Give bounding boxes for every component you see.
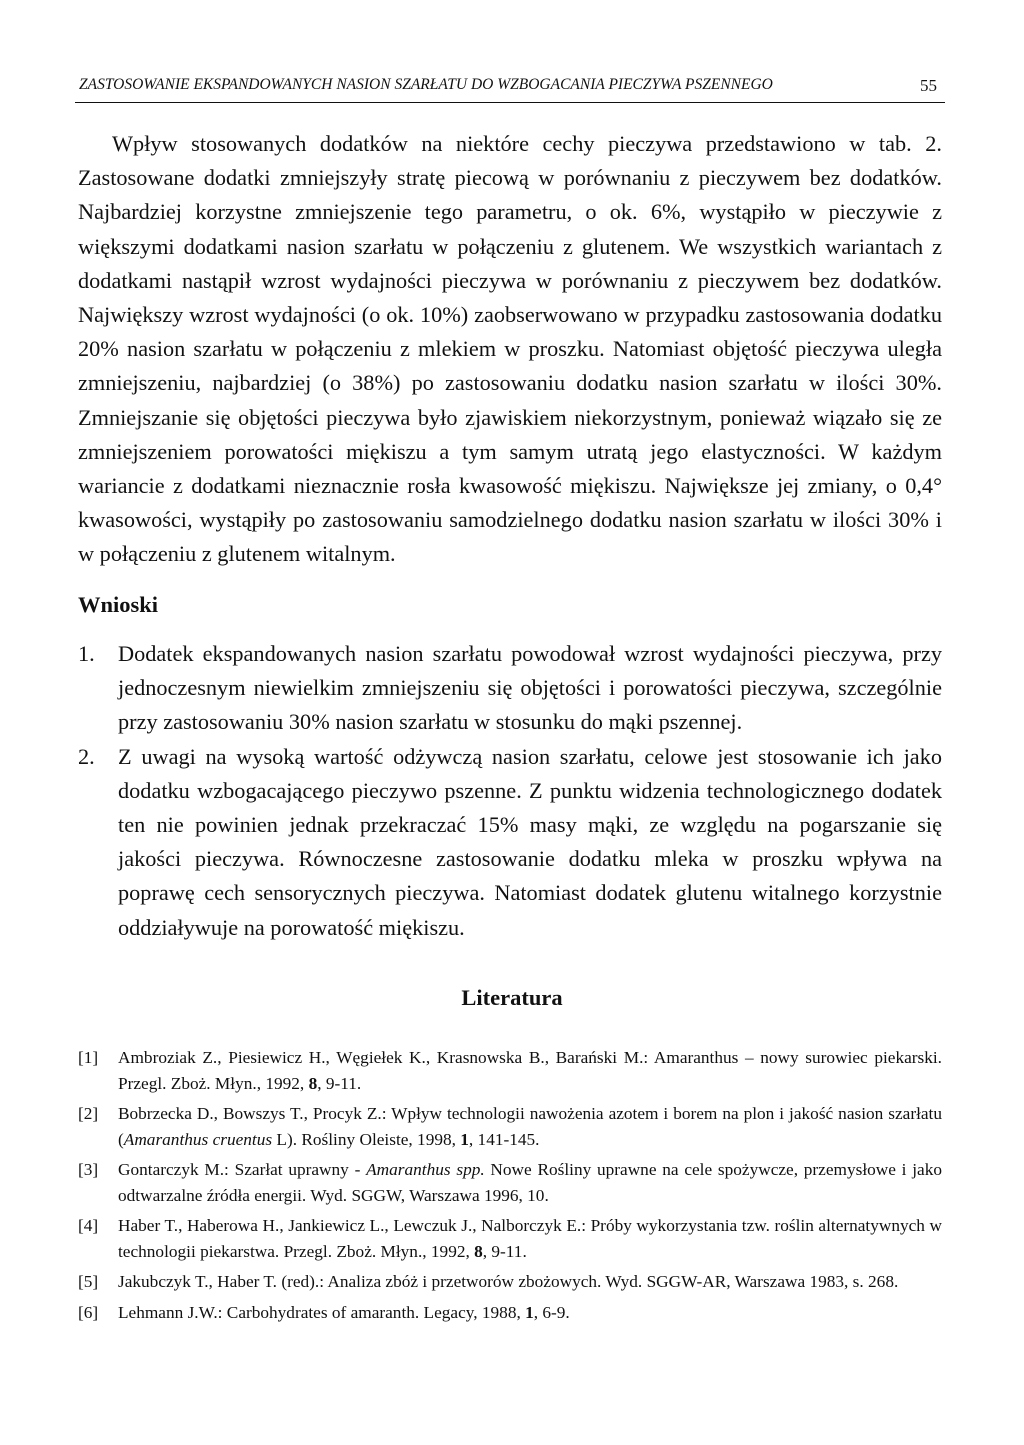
reference-volume: 1 <box>525 1302 534 1322</box>
reference-text: Gontarczyk M.: Szarłat uprawny - <box>118 1160 367 1179</box>
reference-text: Ambroziak Z., Piesiewicz H., Węgiełek K., Krasnowska B., Barański M.: Amaranthus – nowy surowiec piekarski. Przegl. Zboż. Młyn., 1992, <box>118 1048 942 1093</box>
body-section <box>78 127 942 572</box>
reference-text: Lehmann J.W.: Carbohydrates of amaranth. Legacy, 1988, <box>118 1302 526 1322</box>
reference-volume: 1 <box>460 1129 469 1149</box>
reference-pages: , 9-11. <box>317 1073 362 1093</box>
reference-number: [3] <box>78 1160 99 1179</box>
reference-text: Bobrzecka D., Bowszys T., Procyk Z.: Wpływ technologii nawożenia azotem i borem na plon i jakość nasion szarłatu ( <box>118 1104 942 1149</box>
reference-pages: , 141-145. <box>468 1129 540 1149</box>
reference-text: Haber T., Haberowa H., Jankiewicz L., Lewczuk J., Nalborczyk E.: Próby wykorzystania tzw. roślin alternatywnych w technologii piekarstwa. Przegl. Zboż. Młyn., 1992, <box>118 1216 942 1261</box>
literature-heading: Literatura <box>461 985 563 1010</box>
running-header-title: ZASTOSOWANIE EKSPANDOWANYCH NASION SZARŁATU DO WZBOGACANIA PIECZYWA PSZENNEGO <box>79 76 773 93</box>
reference-item <box>78 1045 942 1096</box>
reference-pages: , 9-11. <box>482 1241 527 1261</box>
conclusion-text: Z uwagi na wysoką wartość odżywczą nasion szarłatu, celowe jest stosowanie ich jako dodatku wzbogacającego pieczywo pszenne. Z punktu widzenia technologicznego dodatek ten nie powinien jednak przekraczać 15% masy mąki, ze względu na pogarszanie się jakości pieczywa. Równoczesne zastosowanie dodatku mleka w proszku wpływa na poprawę cech sensorycznych pieczywa. Natomiast dodatek glutenu witalnego korzystnie oddziaływuje na porowatość miękiszu. <box>118 743 942 940</box>
reference-species: Amaranthus cruentus <box>123 1129 273 1149</box>
results-paragraph: Wpływ stosowanych dodatków na niektóre cechy pieczywa przedstawiono w tab. 2. Zastosowane dodatki zmniejszyły stratę piecową w porównaniu z pieczywem bez dodatków. Najbardziej korzystne zmniejszenie tego parametru, o ok. 6%, wystąpiło w pieczywie z większymi dodatkami nasion szarłatu w połączeniu z glutenem. We wszystkich wariantach z dodatkami nastąpił wzrost wydajności pieczywa w porównaniu z pieczywem bez dodatków. Największy wzrost wydajności (o ok. 10%) zaobserwowano w przypadku zastosowania dodatku 20% nasion szarłatu w połączeniu z mlekiem w proszku. Natomiast objętość pieczywa uległa zmniejszeniu, najbardziej (o 38%) po zastosowaniu dodatku nasion szarłatu w ilości 30%. Zmniejszanie się objętości pieczywa było zjawiskiem niekorzystnym, ponieważ wiązało się ze zmniejszeniem porowatości miękiszu a tym samym utratą jego elastyczności. W każdym wariancie z dodatkami nieznacznie rosła kwasowość miękiszu. Największe jej zmiany, o 0,4° kwasowości, wystąpiły po zastosowaniu samodzielnego dodatku nasion szarłatu w ilości 30% i w połączeniu z glutenem witalnym. <box>78 131 942 567</box>
reference-text-cont: Nowe Rośliny uprawne na cele spożywcze, przemysłowe i jako odtwarzalne źródła energii. Wyd. SGGW, Warszawa 1996, 10. <box>118 1160 942 1205</box>
reference-number: [6] <box>78 1302 99 1322</box>
reference-number: [4] <box>78 1216 99 1235</box>
conclusions-heading: Wnioski <box>78 592 159 617</box>
conclusion-number: 1. <box>78 641 95 666</box>
conclusion-number: 2. <box>78 743 95 769</box>
reference-item <box>78 1213 942 1264</box>
conclusion-text: Dodatek ekspandowanych nasion szarłatu powodował wzrost wydajności pieczywa, przy jednoczesnym niewielkim zmniejszeniu się objętości i porowatości pieczywa, szczególnie przy zastosowaniu 30% nasion szarłatu w stosunku do mąki pszennej. <box>118 641 942 735</box>
reference-list <box>78 1045 942 1330</box>
reference-volume: 8 <box>308 1073 318 1093</box>
reference-pages: , 6-9. <box>533 1302 570 1322</box>
reference-text-cont: L). Rośliny Oleiste, 1998, <box>272 1129 461 1149</box>
reference-volume: 8 <box>474 1241 483 1261</box>
reference-number: [5] <box>78 1272 99 1291</box>
reference-item <box>78 1269 942 1295</box>
conclusions-list <box>78 637 942 945</box>
reference-text: Jakubczyk T., Haber T. (red).: Analiza zbóż i przetworów zbożowych. Wyd. SGGW-AR, Warszawa 1983, s. 268. <box>118 1272 899 1291</box>
reference-number: [2] <box>78 1104 99 1123</box>
running-header <box>75 72 945 103</box>
conclusion-item <box>78 637 942 740</box>
reference-number: [1] <box>78 1048 99 1067</box>
conclusion-item <box>78 740 942 945</box>
page-number: 55 <box>920 76 937 95</box>
reference-species: Amaranthus spp. <box>366 1160 485 1179</box>
reference-item <box>78 1157 942 1208</box>
reference-item <box>78 1101 942 1152</box>
reference-item <box>78 1300 942 1326</box>
